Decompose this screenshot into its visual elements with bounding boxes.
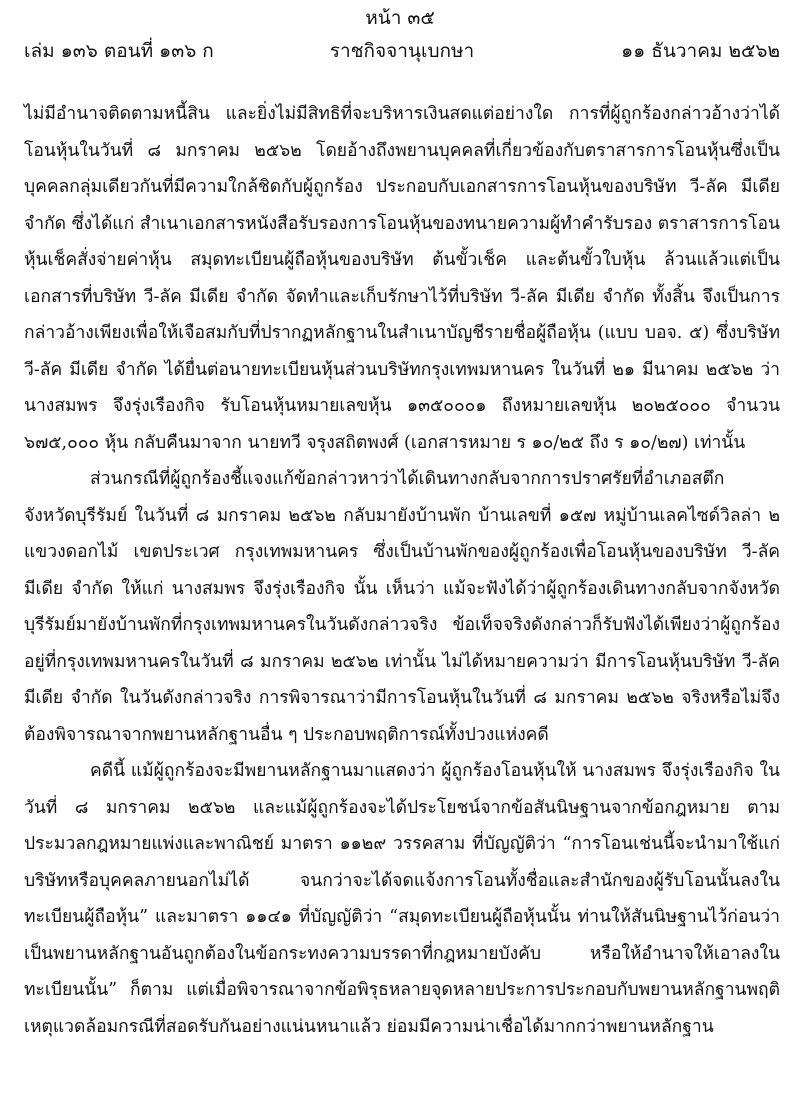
body-paragraph: คดีนี้ แม้ผู้ถูกร้องจะมีพยานหลักฐานมาแสดงว่า ผู้ถูกร้องโอนหุ้นให้ นางสมพร จึงรุ่งเรืองกิจ ในวันที่ ๘ มกราคม ๒๕๖๒ และแม้ผู้ถูกร้องจะได้ประโยชน์จากข้อสันนิษฐานจากข้อกฎหมาย ตามประมวลกฎหมายแพ่งและพาณิชย์ มาตรา ๑๑๒๙ วรรคสาม ที่บัญญัติว่า “การโอนเช่นนี้จะนำมาใช้แก่บริษัทหรือบุคคลภายนอกไม่ได้ จนกว่าจะได้จดแจ้งการโอนทั้งชื่อและสำนักของผู้รับโอนนั้นลงในทะเบียนผู้ถือหุ้น” และมาตรา ๑๑๔๑ ที่บัญญัติว่า “สมุดทะเบียนผู้ถือหุ้นนั้น ท่านให้สันนิษฐานไว้ก่อนว่าเป็นพยานหลักฐานอันถูกต้องในข้อกระทงความบรรดาที่กฎหมายบังคับ หรือให้อำนาจให้เอาลงในทะเบียนนั้น” ก็ตาม แต่เมื่อพิจารณาจากข้อพิรุธหลายจุดหลายประการประกอบกับพยานหลักฐานพฤติเหตุแวดล้อมกรณีที่สอดรับกันอย่างแน่นหนาแล้ว ย่อมมีความน่าเชื่อได้มากกว่าพยานหลักฐาน: [24, 761, 780, 1037]
body-paragraph: ส่วนกรณีที่ผู้ถูกร้องชี้แจงแก้ข้อกล่าวหาว่าได้เดินทางกลับจากการปราศรัยที่อำเภอสตึก จังหวัดบุรีรัมย์ ในวันที่ ๘ มกราคม ๒๕๖๒ กลับมายังบ้านพัก บ้านเลขที่ ๑๕๗ หมู่บ้านเลคไซด์วิลล่า ๒ แขวงดอกไม้ เขตประเวศ กรุงเทพมหานคร ซึ่งเป็นบ้านพักของผู้ถูกร้องเพื่อโอนหุ้นของบริษัท วี-ลัค มีเดีย จำกัด ให้แก่ นางสมพร จึงรุ่งเรืองกิจ นั้น เห็นว่า แม้จะฟังได้ว่าผู้ถูกร้องเดินทางกลับจากจังหวัดบุรีรัมย์มายังบ้านพักที่กรุงเทพมหานครในวันดังกล่าวจริง ข้อเท็จจริงดังกล่าวก็รับฟังได้เพียงว่าผู้ถูกร้องอยู่ที่กรุงเทพมหานครในวันที่ ๘ มกราคม ๒๕๖๒ เท่านั้น ไม่ได้หมายความว่า มีการโอนหุ้นบริษัท วี-ลัค มีเดีย จำกัด ในวันดังกล่าวจริง การพิจารณาว่ามีการโอนหุ้นในวันที่ ๘ มกราคม ๒๕๖๒ จริงหรือไม่จึงต้องพิจารณาจากพยานหลักฐานอื่น ๆ ประกอบพฤติการณ์ทั้งปวงแห่งคดี: [24, 469, 780, 745]
page-header: [0, 0, 800, 70]
document-body: [24, 96, 780, 1045]
volume-issue-info: เล่ม ๑๓๖ ตอนที่ ๑๓๖ ก: [24, 40, 214, 62]
body-paragraph: ไม่มีอำนาจติดตามหนี้สิน และยิ่งไม่มีสิทธิที่จะบริหารเงินสดแต่อย่างใด การที่ผู้ถูกร้องกล่าวอ้างว่าได้โอนหุ้นในวันที่ ๘ มกราคม ๒๕๖๒ โดยอ้างถึงพยานบุคคลที่เกี่ยวข้องกับตราสารการโอนหุ้นซึ่งเป็นบุคคลกลุ่มเดียวกันที่มีความใกล้ชิดกับผู้ถูกร้อง ประกอบกับเอกสารการโอนหุ้นของบริษัท วี-ลัค มีเดีย จำกัด ซึ่งได้แก่ สำเนาเอกสารหนังสือรับรองการโอนหุ้นของทนายความผู้ทำคำรับรอง ตราสารการโอนหุ้นเช็คสั่งจ่ายค่าหุ้น สมุดทะเบียนผู้ถือหุ้นของบริษัท ต้นขั้วเช็ค และต้นขั้วใบหุ้น ล้วนแล้วแต่เป็นเอกสารที่บริษัท วี-ลัค มีเดีย จำกัด จัดทำและเก็บรักษาไว้ที่บริษัท วี-ลัค มีเดีย จำกัด ทั้งสิ้น จึงเป็นการกล่าวอ้างเพียงเพื่อให้เจือสมกับที่ปรากฏหลักฐานในสำเนาบัญชีรายชื่อผู้ถือหุ้น (แบบ บอจ. ๕) ซึ่งบริษัท วี-ลัค มีเดีย จำกัด ได้ยื่นต่อนายทะเบียนหุ้นส่วนบริษัทกรุงเทพมหานคร ในวันที่ ๒๑ มีนาคม ๒๕๖๒ ว่า นางสมพร จึงรุ่งเรืองกิจ รับโอนหุ้นหมายเลขหุ้น ๑๓๕๐๐๐๑ ถึงหมายเลขหุ้น ๒๐๒๕๐๐๐ จำนวน ๖๗๕,๐๐๐ หุ้น กลับคืนมาจาก นายทวี จรุงสถิตพงศ์ (เอกสารหมาย ร ๑๐/๒๕ ถึง ร ๑๐/๒๗) เท่านั้น: [24, 104, 780, 453]
issue-date: ๑๑ ธันวาคม ๒๕๖๒: [621, 40, 780, 62]
header-row: [24, 37, 780, 65]
page-number: หน้า ๓๕: [365, 7, 435, 29]
gazette-name: ราชกิจจานุเบกษา: [329, 40, 475, 62]
